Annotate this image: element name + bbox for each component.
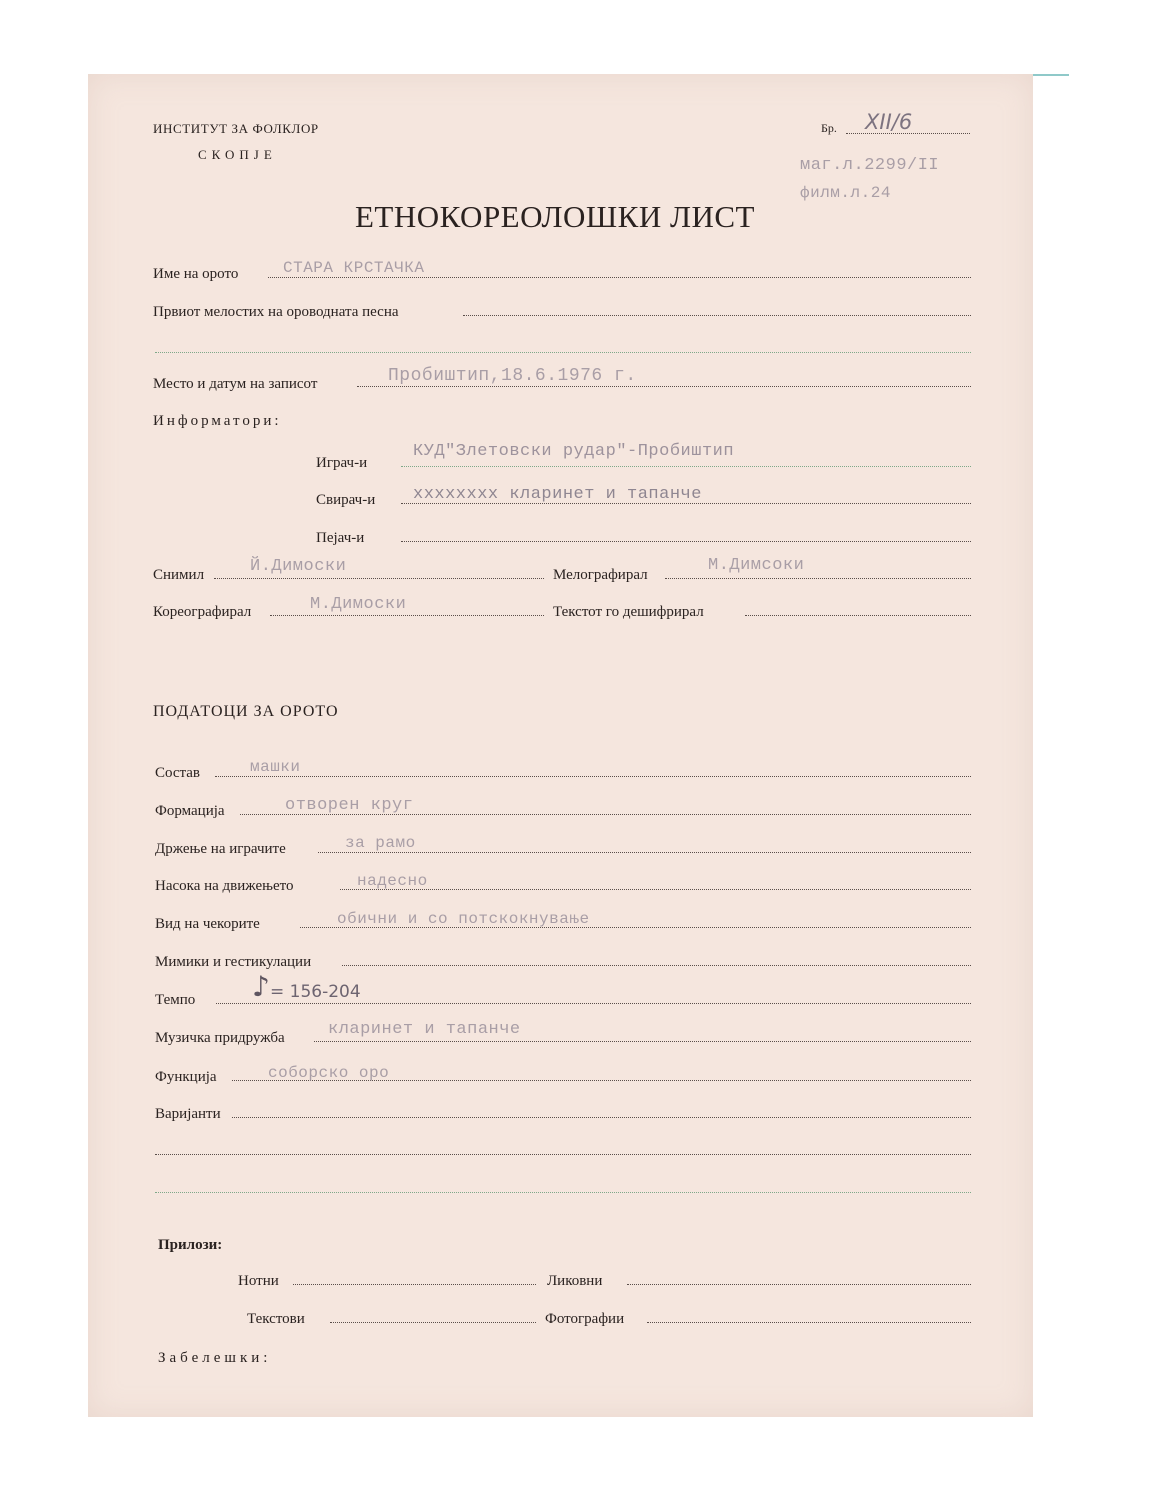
deciphered-line: [745, 615, 971, 616]
hold-label: Држење на играчите: [155, 841, 286, 857]
dance-section-heading: ПОДАТОЦИ ЗА ОРОТО: [153, 703, 339, 720]
magnetic-reference: маг.л.2299/II: [800, 156, 940, 175]
variants-line-3: [155, 1192, 971, 1193]
notes-label: Нотни: [238, 1273, 279, 1289]
dance-name-label: Име на орото: [153, 266, 239, 282]
dancers-line: [401, 466, 971, 467]
scan-edge: [1033, 74, 1069, 76]
photos-label: Фотографии: [545, 1311, 625, 1327]
hold-line: [318, 852, 971, 853]
recorded-label: Снимил: [153, 567, 205, 583]
steps-label: Вид на чекорите: [155, 916, 260, 932]
dance-name-line: [268, 277, 971, 278]
steps-value: обични и со потскокнување: [337, 910, 590, 928]
mimics-line: [342, 965, 971, 966]
melographed-line: [665, 578, 971, 579]
melographed-value: М.Димсоки: [708, 556, 805, 575]
music-value: кларинет и тапанче: [328, 1020, 521, 1039]
choreographed-line: [270, 615, 544, 616]
deciphered-label: Текстот го дешифрирал: [553, 604, 704, 620]
choreographed-label: Кореографирал: [153, 604, 252, 620]
visual-label: Ликовни: [547, 1273, 603, 1289]
notes-line: [293, 1284, 536, 1285]
direction-value: надесно: [357, 872, 428, 890]
attachments-heading: Прилози:: [158, 1237, 223, 1253]
musicians-label: Свирач-и: [316, 492, 376, 508]
tempo-label: Темпо: [155, 992, 196, 1008]
tempo-line: [216, 1003, 971, 1004]
film-reference: филм.л.24: [800, 184, 891, 202]
singers-label: Пејач-и: [316, 530, 365, 546]
composition-line: [215, 776, 971, 777]
remarks-label: Забелешки:: [158, 1350, 272, 1366]
composition-label: Состав: [155, 765, 201, 781]
photos-line: [647, 1322, 971, 1323]
direction-label: Насока на движењето: [155, 878, 294, 894]
dancers-label: Играч-и: [316, 455, 368, 471]
place-date-value: Пробиштип,18.6.1976 г.: [388, 366, 637, 386]
composition-value: машки: [250, 758, 301, 776]
function-value: соборско оро: [268, 1064, 390, 1082]
musicians-value: xxxxxxxx кларинет и тапанче: [413, 485, 702, 504]
number-value: XII/6: [865, 110, 913, 134]
variants-label: Варијанти: [155, 1106, 221, 1122]
number-label: Бр.: [821, 121, 837, 135]
dancers-value: КУД"Злетовски рудар"-Пробиштип: [413, 442, 735, 461]
texts-label: Текстови: [247, 1311, 305, 1327]
variants-line-2: [155, 1154, 971, 1155]
informants-label: Информатори:: [153, 413, 282, 429]
melographed-label: Мелографирал: [553, 567, 648, 583]
direction-line: [340, 889, 971, 890]
first-verse-line: [463, 315, 971, 316]
institute-name: ИНСТИТУТ ЗА ФОЛКЛОР: [153, 121, 319, 136]
visual-line: [627, 1284, 971, 1285]
form-title: ЕТНОКОРЕОЛОШКИ ЛИСТ: [355, 199, 755, 234]
mimics-label: Мимики и гестикулации: [155, 954, 312, 970]
dance-name-value: СТАРА КРСТАЧКА: [283, 259, 425, 277]
first-verse-label: Првиот мелостих на ороводната песна: [153, 304, 399, 320]
singers-line: [401, 541, 971, 542]
tempo-value: = 156-204: [270, 982, 361, 1002]
texts-line: [330, 1322, 536, 1323]
note-icon: ♪: [252, 970, 270, 1003]
institute-city: СКОПЈЕ: [198, 147, 277, 162]
place-date-line: [357, 386, 971, 387]
recorded-value: Й.Димоски: [250, 557, 347, 576]
place-date-label: Место и датум на записот: [153, 376, 318, 392]
choreographed-value: М.Димоски: [310, 595, 407, 614]
function-label: Функција: [155, 1069, 217, 1085]
music-label: Музичка придружба: [155, 1030, 285, 1046]
variants-line: [232, 1117, 971, 1118]
formation-value: отворен круг: [285, 796, 414, 815]
hold-value: за рамо: [345, 834, 416, 852]
formation-label: Формација: [155, 803, 225, 819]
first-verse-line-2: [155, 352, 971, 353]
recorded-line: [214, 578, 544, 579]
music-line: [314, 1041, 971, 1042]
